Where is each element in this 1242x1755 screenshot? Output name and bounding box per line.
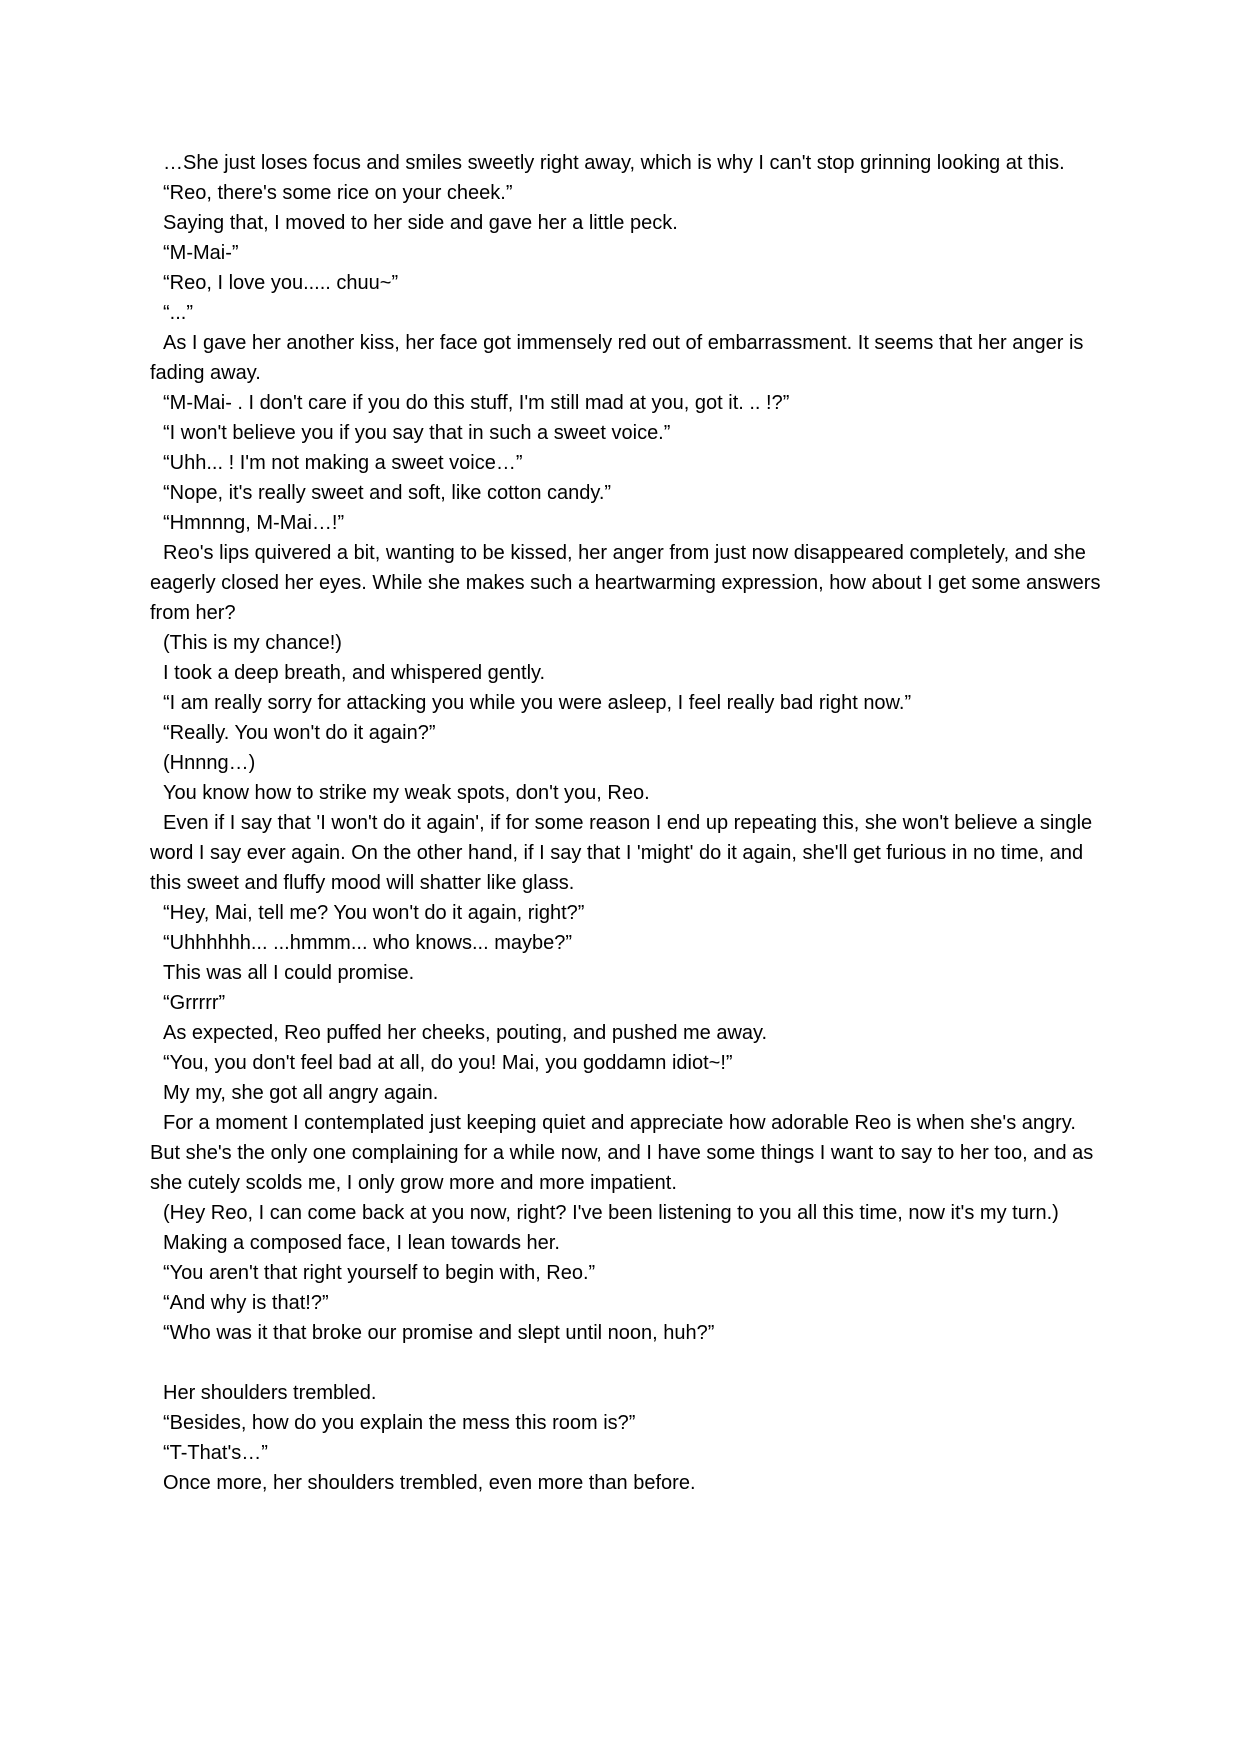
paragraph: “T-That's…” <box>163 1442 268 1464</box>
paragraph: Making a composed face, I lean towards her. <box>163 1232 560 1254</box>
paragraph: “I won't believe you if you say that in such a sweet voice.” <box>163 422 671 444</box>
paragraph: You know how to strike my weak spots, don't you, Reo. <box>163 782 650 804</box>
paragraph: “Uhh... ! I'm not making a sweet voice…” <box>163 452 523 474</box>
paragraph: “Nope, it's really sweet and soft, like cotton candy.” <box>163 482 612 504</box>
text-body <box>150 148 1102 1498</box>
paragraph: “And why is that!?” <box>163 1292 329 1314</box>
paragraph: Even if I say that 'I won't do it again', if for some reason I end up repeating this, she won't believe a single word I say ever again. On the other hand, if I say that I 'might' do it again, she'll get furious in no time, and this sweet and fluffy mood will shatter like glass. <box>150 812 1093 894</box>
paragraph: Her shoulders trembled. <box>163 1382 377 1404</box>
paragraph: “Hmnnng, M-Mai…!” <box>163 512 345 534</box>
paragraph: …She just loses focus and smiles sweetly right away, which is why I can't stop grinning looking at this. <box>163 152 1065 174</box>
paragraph: “M-Mai-” <box>163 242 239 264</box>
paragraph: “Besides, how do you explain the mess this room is?” <box>163 1412 636 1434</box>
paragraph: “Hey, Mai, tell me? You won't do it again, right?” <box>163 902 585 924</box>
paragraph: (This is my chance!) <box>163 632 342 654</box>
paragraph: “Reo, there's some rice on your cheek.” <box>163 182 513 204</box>
paragraph: “You, you don't feel bad at all, do you! Mai, you goddamn idiot~!” <box>163 1052 733 1074</box>
paragraph: For a moment I contemplated just keeping quiet and appreciate how adorable Reo is when she's angry. But she's the only one complaining for a while now, and I have some things I want to say to her too, and as she cutely scolds me, I only grow more and more impatient. <box>150 1112 1094 1194</box>
paragraph: Once more, her shoulders trembled, even more than before. <box>163 1472 696 1494</box>
paragraph: “Reo, I love you..... chuu~” <box>163 272 399 294</box>
paragraph: (Hey Reo, I can come back at you now, right? I've been listening to you all this time, now it's my turn.) <box>163 1202 1059 1224</box>
paragraph: “I am really sorry for attacking you while you were asleep, I feel really bad right now.” <box>163 692 912 714</box>
paragraph: I took a deep breath, and whispered gently. <box>163 662 546 684</box>
paragraph: “M-Mai- . I don't care if you do this stuff, I'm still mad at you, got it. .. !?” <box>163 392 790 414</box>
paragraph: As I gave her another kiss, her face got immensely red out of embarrassment. It seems that her anger is fading away. <box>150 332 1084 384</box>
paragraph: Saying that, I moved to her side and gave her a little peck. <box>163 212 678 234</box>
paragraph: As expected, Reo puffed her cheeks, pouting, and pushed me away. <box>163 1022 768 1044</box>
paragraph: Reo's lips quivered a bit, wanting to be kissed, her anger from just now disappeared completely, and she eagerly closed her eyes. While she makes such a heartwarming expression, how about I get some answers from her? <box>150 542 1101 624</box>
paragraph: “Uhhhhhh... ...hmmm... who knows... maybe?” <box>163 932 573 954</box>
blank-line <box>150 1348 1102 1378</box>
paragraph: “Really. You won't do it again?” <box>163 722 436 744</box>
paragraph: (Hnnng…) <box>163 752 256 774</box>
paragraph: “Who was it that broke our promise and slept until noon, huh?” <box>163 1322 715 1344</box>
paragraph: “Grrrrr” <box>163 992 226 1014</box>
paragraph: My my, she got all angry again. <box>163 1082 439 1104</box>
paragraph: “You aren't that right yourself to begin with, Reo.” <box>163 1262 596 1284</box>
paragraph: This was all I could promise. <box>163 962 415 984</box>
paragraph: “...” <box>163 302 193 324</box>
